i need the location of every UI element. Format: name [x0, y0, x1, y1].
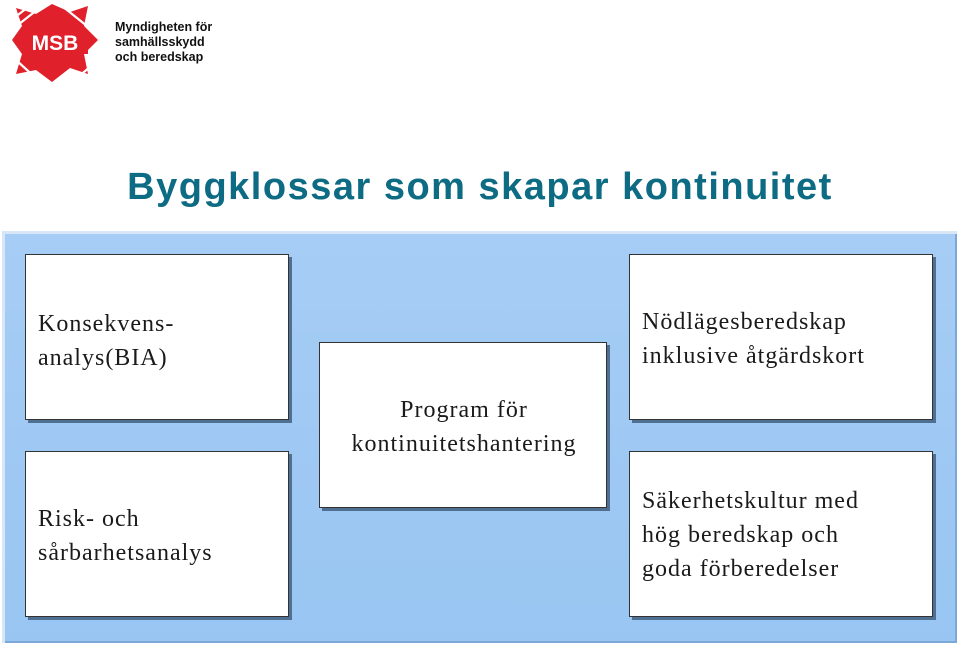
slide-title: Byggklossar som skapar kontinuitet: [127, 166, 833, 208]
box-line: inklusive åtgärdskort: [642, 343, 865, 369]
logo-line-3: och beredskap: [115, 50, 204, 64]
logo-line-1: Myndigheten för: [115, 20, 213, 34]
logo-line-2: samhällsskydd: [115, 35, 205, 49]
box-risk-sarbarhetsanalys: [25, 451, 289, 617]
box-nodlagesberedskap-text: [642, 305, 865, 373]
box-sakerhetskultur: [629, 451, 933, 617]
box-line: Konsekvens-: [38, 311, 175, 337]
box-line: Program för: [400, 397, 528, 423]
box-line: Nödlägesberedskap: [642, 309, 847, 335]
box-line: Risk- och: [38, 506, 140, 532]
box-line: goda förberedelser: [642, 556, 840, 582]
box-sakerhetskultur-text: [642, 484, 859, 586]
box-line: sårbarhetsanalys: [38, 540, 213, 566]
box-nodlagesberedskap: [629, 254, 933, 420]
msb-logo: [12, 4, 213, 84]
box-program-kontinuitetshantering: [319, 342, 607, 508]
box-risk-sarbarhetsanalys-text: [38, 502, 213, 570]
msb-emblem-icon: [12, 4, 108, 84]
msb-logo-text: [115, 20, 212, 65]
msb-emblem-text: MSB: [31, 32, 79, 55]
box-line: kontinuitetshantering: [351, 431, 577, 457]
box-line: Säkerhetskultur med: [642, 488, 859, 514]
box-line: hög beredskap och: [642, 522, 839, 548]
box-konsekvensanalys-text: [38, 307, 174, 375]
box-program-kontinuitetshantering-text: [320, 393, 608, 461]
box-line: analys(BIA): [38, 345, 168, 371]
box-konsekvensanalys: [25, 254, 289, 420]
